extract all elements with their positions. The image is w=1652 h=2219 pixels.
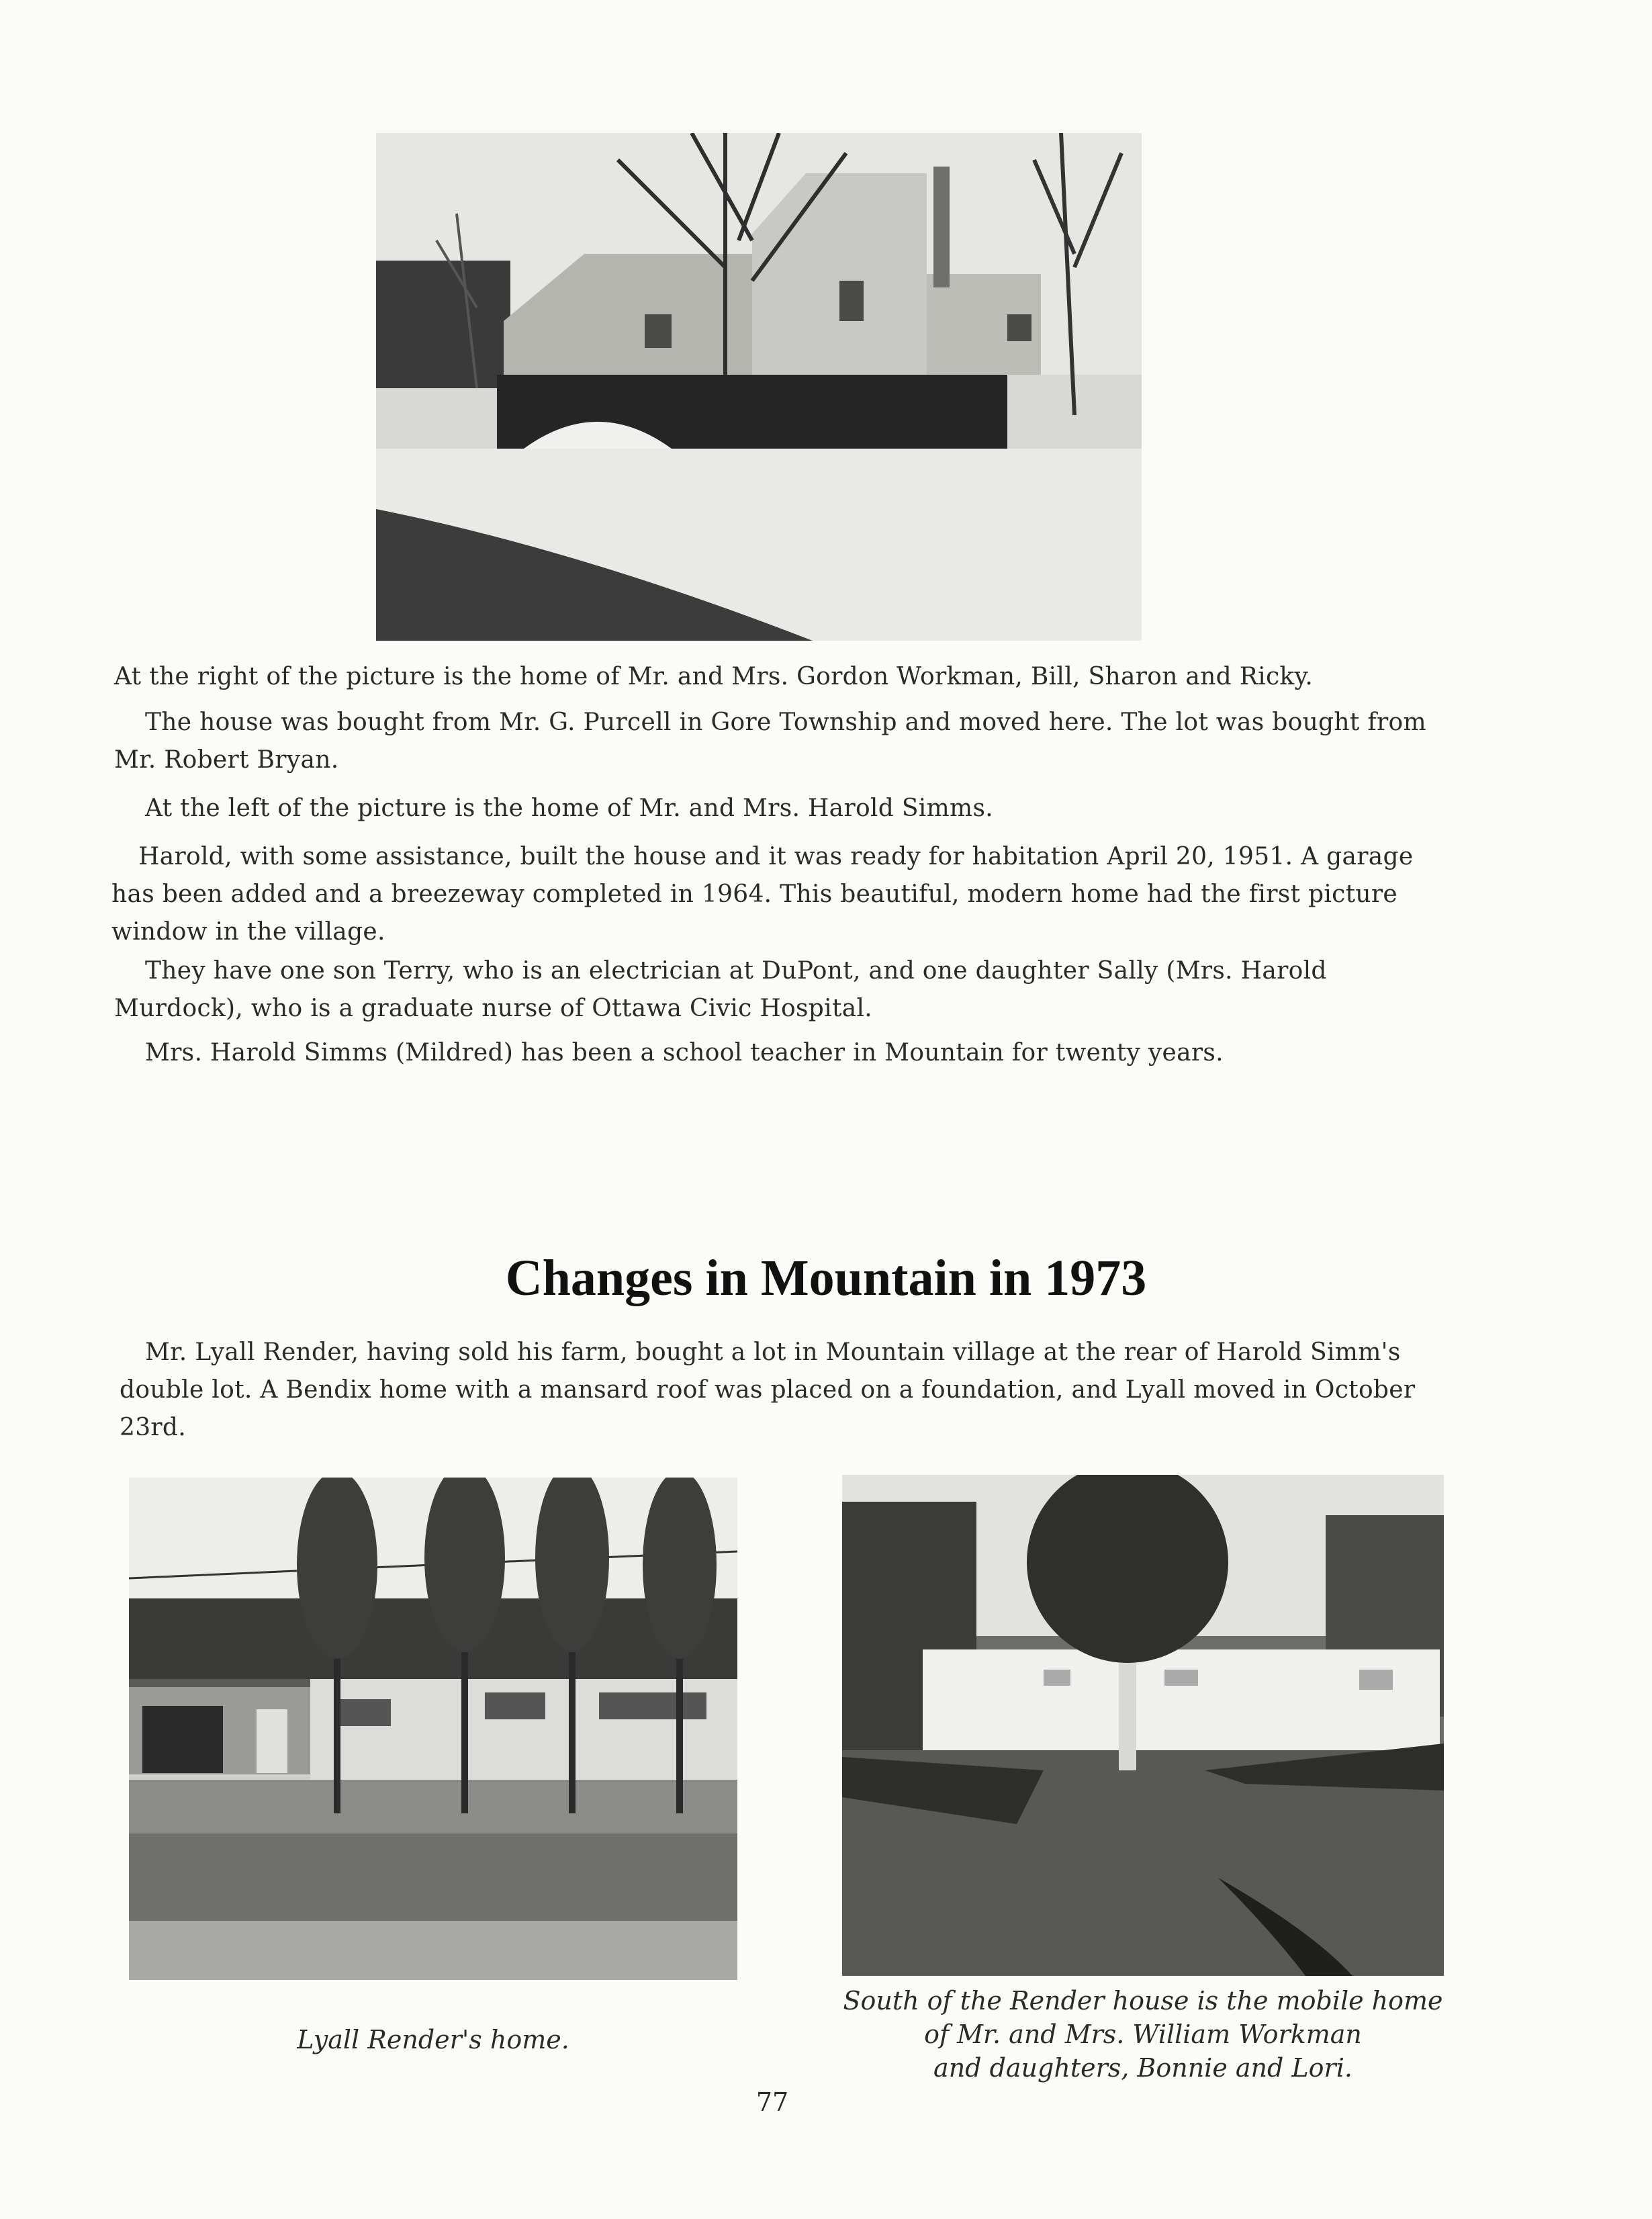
- paragraph-mildred: Mrs. Harold Simms (Mildred) has been a school teacher in Mountain for twenty years.: [145, 1039, 1224, 1067]
- caption-render-home: Lyall Render's home.: [297, 2025, 569, 2054]
- caption-mobile-home: [802, 1984, 1484, 2085]
- photo-render-home: [129, 1478, 737, 1980]
- photo-winter-houses: [376, 133, 1142, 641]
- mobile-home-image: [842, 1475, 1444, 1976]
- page-number: 77: [755, 2087, 789, 2117]
- caption-mobile-home-line1: South of the Render house is the mobile home: [843, 1986, 1443, 2016]
- paragraph-render-intro: Mr. Lyall Render, having sold his farm, bought a lot in Mountain village at the rear of Harold Simm's double lot. A Bendix home with a mansard roof was placed on a foundation, and Lyall moved in October 23rd.: [120, 1339, 1416, 1441]
- caption-mobile-home-line2: of Mr. and Mrs. William Workman: [924, 2020, 1362, 2049]
- winter-houses-image: [376, 133, 1142, 641]
- paragraph-simms-home: At the left of the picture is the home of Mr. and Mrs. Harold Simms.: [145, 795, 993, 822]
- photo-mobile-home: [842, 1475, 1444, 1976]
- caption-mobile-home-line3: and daughters, Bonnie and Lori.: [933, 2053, 1352, 2083]
- paragraph-purcell-house: The house was bought from Mr. G. Purcell in Gore Township and moved here. The lot was bought from Mr. Robert Bryan.: [114, 709, 1426, 774]
- section-heading: Changes in Mountain in 1973: [505, 1250, 1147, 1306]
- render-home-image: [129, 1478, 737, 1980]
- paragraph-workman-home: At the right of the picture is the home of Mr. and Mrs. Gordon Workman, Bill, Sharon and Ricky.: [114, 663, 1314, 690]
- paragraph-harold-built: Harold, with some assistance, built the house and it was ready for habitation April 20, 1951. A garage has been added and a breezeway completed in 1964. This beautiful, modern home had the first picture window in the village.: [111, 843, 1414, 946]
- paragraph-children: They have one son Terry, who is an electrician at DuPont, and one daughter Sally (Mrs. Harold Murdock), who is a graduate nurse of Ottawa Civic Hospital.: [114, 957, 1327, 1022]
